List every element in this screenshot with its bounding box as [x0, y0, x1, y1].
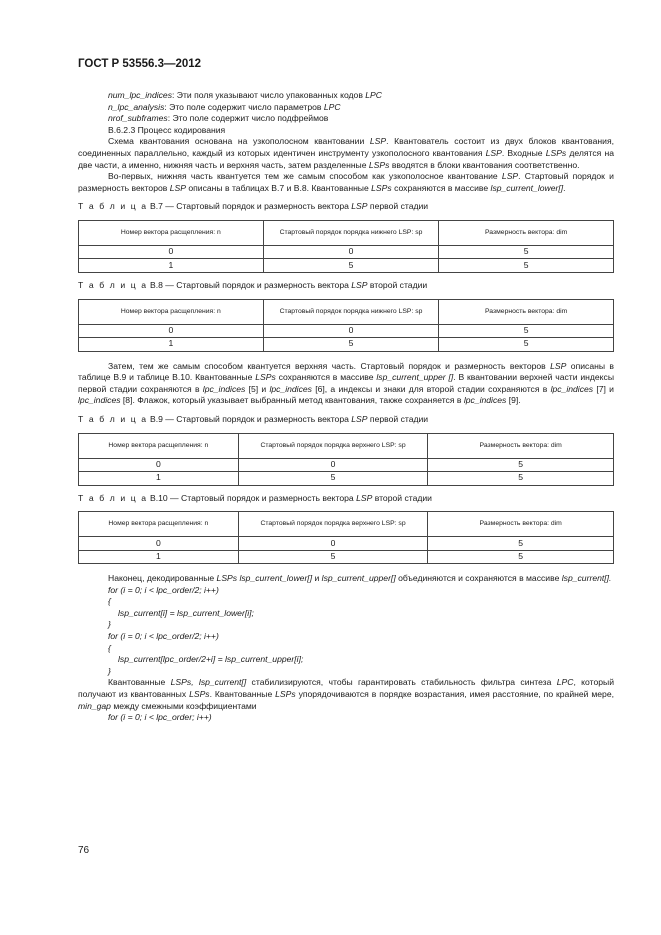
table-row [79, 338, 614, 352]
table-cell: 5 [238, 550, 428, 564]
table-cell: 5 [263, 338, 439, 352]
paragraph-quantization-scheme: Схема квантования основана на узкополосном квантовании LSP. Квантователь состоит из двух блоков квантования, соединенных параллельно, каждый из которых идентичен инструменту узкополосного квантования LSP. Входные LSPs делятся на две части, а именно, нижняя часть и верхняя часть, затем разделенные LSPs вводятся в блоки квантования соответственно. [78, 136, 614, 170]
page-content [78, 90, 614, 724]
table-cell: 5 [439, 324, 614, 338]
table-row [79, 550, 614, 564]
table-caption-b9: Т а б л и ц а В.9 — Стартовый порядок и размерность вектора LSP первой стадии [78, 413, 429, 424]
definition-num-lpc-indices: num_lpc_indices: Эти поля указывают число упакованных кодов LPC [108, 90, 382, 100]
table-row [79, 245, 614, 259]
table-cell: 0 [79, 245, 264, 259]
table-cell: 5 [428, 472, 614, 486]
definition-nrof-subframes: nrof_subframes: Это поле содержит число подфреймов [108, 113, 329, 124]
table-cell: 1 [79, 472, 239, 486]
page-number: 76 [78, 845, 90, 856]
code-line: } [108, 619, 111, 630]
table-b9 [78, 433, 614, 486]
section-heading: В.6.2.3 Процесс кодирования [108, 124, 226, 135]
table-caption-b10: Т а б л и ц а В.10 — Стартовый порядок и размерность вектора LSP второй стадии [78, 492, 432, 503]
table-cell: 1 [79, 338, 264, 352]
table-header-cell: Стартовый порядок порядка нижнего LSP: sp [263, 220, 439, 245]
code-line: { [108, 596, 111, 607]
table-cell: 0 [263, 245, 439, 259]
table-header-cell: Стартовый порядок порядка верхнего LSP: sp [238, 433, 428, 458]
table-header-cell: Размерность вектора: dim [439, 299, 614, 324]
table-header-cell: Номер вектора расщепления: n [79, 433, 239, 458]
table-row [79, 458, 614, 472]
table-row [79, 537, 614, 551]
table-cell: 5 [428, 458, 614, 472]
table-row [79, 259, 614, 273]
table-header-cell: Номер вектора расщепления: n [79, 512, 239, 537]
table-cell: 0 [79, 324, 264, 338]
table-cell: 5 [263, 259, 439, 273]
table-header-cell: Размерность вектора: dim [428, 512, 614, 537]
table-caption-b8: Т а б л и ц а В.8 — Стартовый порядок и размерность вектора LSP второй стадии [78, 279, 428, 290]
code-line: { [108, 642, 111, 653]
paragraph-lower-part: Во-первых, нижняя часть квантуется тем же самым способом как узкополосное квантование LSP. Стартовый порядок и размерность векторов LSP описаны в таблицах В.7 и В.8. Квантованные LSPs сохраняются в массиве lsp_current_lower[]. [78, 171, 614, 193]
paragraph-merge: Наконец, декодированные LSPs lsp_current_lower[] и lsp_current_upper[] объединяются и сохраняются в массиве lsp_current[]. [108, 573, 612, 584]
table-cell: 5 [428, 550, 614, 564]
table-b10 [78, 511, 614, 564]
table-cell: 0 [238, 458, 428, 472]
table-cell: 0 [263, 324, 439, 338]
paragraph-upper-part: Затем, тем же самым способом квантуется верхняя часть. Стартовый порядок и размерность векторов LSP описаны в таблице В.9 и таблице В.10. Квантованные LSPs сохраняются в массиве lsp_current_upper []. В квантовании верхней части индексы первой стадии сохраняются в lpc_indices [5] и lpc_indices [6], а индексы и знаки для второй стадии сохраняются в lpc_indices [7] и lpc_indices [8]. Флажок, который указывает выбранный метод квантования, также сохраняется в lpc_indices [9]. [78, 360, 615, 406]
table-header-cell: Стартовый порядок порядка верхнего LSP: sp [238, 512, 428, 537]
code-line: for (i = 0; i < lpc_order/2; i++) [108, 584, 219, 595]
table-header-cell: Номер вектора расщепления: n [79, 220, 264, 245]
table-cell: 0 [238, 537, 428, 551]
table-b7 [78, 220, 614, 273]
code-block [78, 585, 614, 678]
table-header-cell: Размерность вектора: dim [428, 433, 614, 458]
table-cell: 1 [79, 550, 239, 564]
document-header: ГОСТ Р 53556.3—2012 [78, 58, 202, 70]
code-line: lsp_current[lpc_order/2+i] = lsp_current_upper[i]; [118, 654, 304, 665]
paragraph-stabilization: Квантованные LSPs, lsp_current[] стабилизируются, чтобы гарантировать стабильность фильтра синтеза LPC, который получают из квантованных LSPs. Квантованные LSPs упорядочиваются в порядке возрастания, имея расстояние, по крайней мере, min_gap между смежными коэффициентами [78, 677, 615, 711]
table-cell: 5 [428, 537, 614, 551]
table-row [79, 472, 614, 486]
table-header-cell: Размерность вектора: dim [439, 220, 614, 245]
table-cell: 5 [439, 245, 614, 259]
code-line: for (i = 0; i < lpc_order/2; i++) [108, 631, 219, 642]
table-header-cell: Стартовый порядок порядка нижнего LSP: sp [263, 299, 439, 324]
table-caption-b7: Т а б л и ц а В.7 — Стартовый порядок и размерность вектора LSP первой стадии [78, 201, 429, 212]
table-cell: 5 [238, 472, 428, 486]
table-header-cell: Номер вектора расщепления: n [79, 299, 264, 324]
code-line: } [108, 665, 111, 676]
table-row [79, 324, 614, 338]
table-cell: 5 [439, 338, 614, 352]
table-cell: 1 [79, 259, 264, 273]
table-b8 [78, 299, 614, 352]
table-cell: 0 [79, 537, 239, 551]
code-line: lsp_current[i] = lsp_current_lower[i]; [118, 607, 254, 618]
code-line: for (i = 0; i < lpc_order; i++) [108, 712, 212, 723]
table-cell: 5 [439, 259, 614, 273]
definition-n-lpc-analysis: n_lpc_analysis: Это поле содержит число параметров LPC [108, 101, 341, 112]
table-cell: 0 [79, 458, 239, 472]
